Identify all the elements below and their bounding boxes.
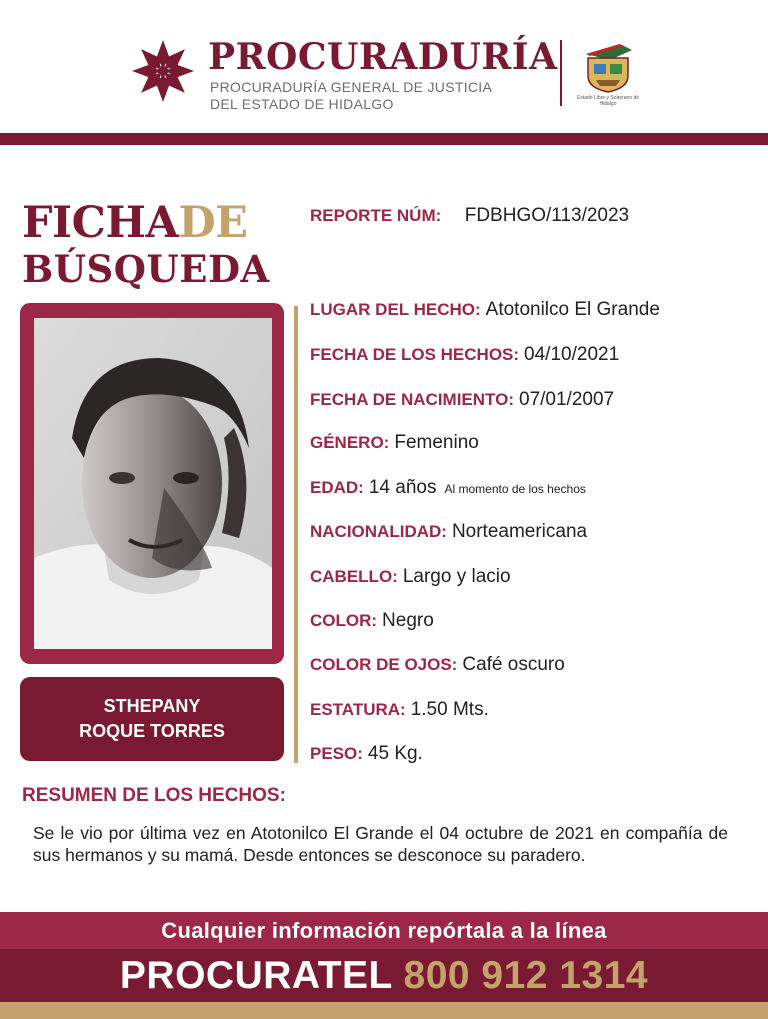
brand-subtitle-line1: PROCURADURÍA GENERAL DE JUSTICIA xyxy=(210,79,493,95)
field-value: Largo y lacio xyxy=(402,566,511,587)
field-estatura xyxy=(310,699,489,721)
field-label: COLOR DE OJOS: xyxy=(310,655,458,674)
field-value: Negro xyxy=(382,610,434,631)
field-value: Café oscuro xyxy=(462,654,565,675)
person-photo xyxy=(34,318,272,649)
field-cabello xyxy=(310,566,511,588)
field-edad xyxy=(310,477,586,499)
field-reporte xyxy=(310,205,629,227)
field-label: NACIONALIDAD: xyxy=(310,522,447,541)
field-value: Femenino xyxy=(394,432,479,453)
brand-subtitle-line2: DEL ESTADO DE HIDALGO xyxy=(210,96,394,112)
resumen-text: Se le vio por última vez en Atotonilco El Grande el 04 octubre de 2021 en compañía de sus hermanos y su mamá. Desde entonces se desconoce su paradero. xyxy=(33,823,728,865)
person-name-box xyxy=(20,677,284,761)
brand-title: PROCURADURÍA xyxy=(208,36,558,78)
gold-divider xyxy=(294,306,298,763)
field-label: FECHA DE LOS HECHOS: xyxy=(310,345,520,364)
field-note: Al momento de los hechos xyxy=(444,482,586,496)
field-label: FECHA DE NACIMIENTO: xyxy=(310,390,514,409)
field-value: FDBHGO/113/2023 xyxy=(464,205,630,226)
field-label: EDAD: xyxy=(310,478,364,497)
coat-caption: Estado Libre y Soberano de Hidalgo xyxy=(577,95,639,107)
header-divider xyxy=(560,40,562,106)
field-lugar xyxy=(310,299,660,321)
hidalgo-coat-of-arms-icon xyxy=(580,40,636,94)
hotline-brand: PROCURATEL xyxy=(119,954,393,997)
hotline-phone: 800 912 1314 xyxy=(403,954,649,997)
de-word: DE xyxy=(178,198,248,248)
ficha-title xyxy=(22,198,247,248)
field-color-ojos xyxy=(310,654,565,676)
field-genero xyxy=(310,432,479,454)
field-color xyxy=(310,610,434,632)
field-label: LUGAR DEL HECHO: xyxy=(310,300,481,319)
field-value: 1.50 Mts. xyxy=(410,699,489,720)
field-label: PESO: xyxy=(310,744,363,763)
field-label: CABELLO: xyxy=(310,567,398,586)
footer-hotline xyxy=(0,949,768,1002)
field-nacionalidad xyxy=(310,521,587,543)
field-value: 04/10/2021 xyxy=(524,344,620,365)
person-last-name: ROQUE TORRES xyxy=(79,721,225,741)
resumen-title: RESUMEN DE LOS HECHOS: xyxy=(22,785,286,806)
brand-subtitle xyxy=(210,79,492,113)
field-peso xyxy=(310,743,423,765)
footer-gold-band xyxy=(0,1002,768,1019)
field-value: Atotonilco El Grande xyxy=(485,299,660,320)
field-value: 14 años xyxy=(368,477,437,498)
footer-cta: Cualquier información repórtala a la línea xyxy=(0,912,768,949)
header-bar xyxy=(0,133,768,145)
field-value: 45 Kg. xyxy=(367,743,423,764)
field-label: ESTATURA: xyxy=(310,700,406,719)
person-first-name: STHEPANY xyxy=(103,696,201,716)
field-fecha-hechos xyxy=(310,344,619,366)
ficha-word: FICHA xyxy=(22,198,179,248)
field-label: REPORTE NÚM: xyxy=(310,206,442,225)
field-label: GÉNERO: xyxy=(310,433,390,452)
field-value: 07/01/2007 xyxy=(519,389,615,410)
field-label: COLOR: xyxy=(310,611,378,630)
busqueda-title: BÚSQUEDA xyxy=(22,247,270,291)
field-fecha-nacimiento xyxy=(310,389,614,411)
procuraduria-star-logo xyxy=(130,38,196,104)
field-value: Norteamericana xyxy=(451,521,588,542)
